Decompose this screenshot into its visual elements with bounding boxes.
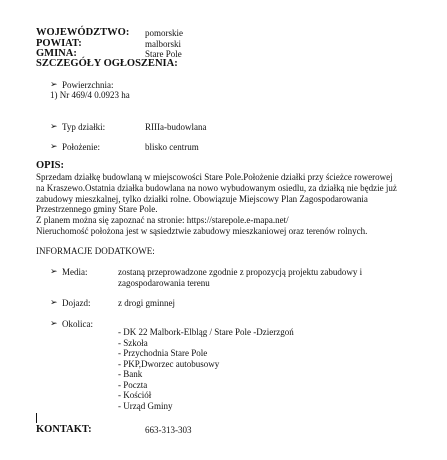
info-heading: INFORMACJE DODATKOWE: — [36, 246, 155, 256]
gmina-label: GMINA: — [36, 48, 77, 59]
typ-value: RIIIa-budowlana — [145, 122, 207, 132]
list-item: - PKP,Dworzec autobusowy — [118, 358, 220, 369]
powierzchnia-label: Powierzchnia: — [62, 80, 114, 90]
bullet-arrow-icon: ➢ — [50, 79, 58, 89]
opis-line: Przestrzennego gminy Stare Pole. — [36, 204, 158, 214]
opis-line: Nieruchomość położona jest w sąsiedztwie zabudowy mieszkaniowej oraz terenów rolnych. — [36, 226, 368, 236]
bullet-arrow-icon: ➢ — [50, 266, 58, 276]
list-item: - Bank — [118, 369, 143, 379]
bullet-arrow-icon: ➢ — [50, 318, 58, 328]
bullet-arrow-icon: ➢ — [50, 121, 58, 131]
text-cursor — [36, 413, 37, 423]
wojewodztwo-value: pomorskie — [145, 28, 183, 38]
opis-line: Sprzedam działkę budowlaną w miejscowości Stare Pole.Położenie działki przy ścieżce rowerowej — [36, 172, 393, 182]
list-item: - Poczta — [118, 379, 148, 390]
list-item: - Szkoła — [118, 337, 148, 348]
list-item: - Urząd Gminy — [118, 400, 173, 411]
okolica-label: Okolica: — [62, 319, 93, 329]
kontakt-label: KONTAKT: — [36, 424, 92, 435]
bullet-arrow-icon: ➢ — [50, 297, 58, 307]
dojazd-value: z drogi gminnej — [118, 298, 175, 308]
list-item: - DK 22 Malbork-Elbląg / Stare Pole -Dzierzgoń — [118, 327, 294, 337]
powiat-value: malborski — [145, 39, 181, 49]
list-item: - Przychodnia Stare Pole — [118, 348, 208, 358]
szczegoly-heading: SZCZEGÓŁY OGŁOSZENIA: — [36, 58, 178, 69]
media-line: zostaną przeprowadzone zgodnie z propozycją projektu zabudowy i — [118, 267, 363, 277]
wojewodztwo-label: WOJEWÓDZTWO: — [36, 27, 130, 38]
powierzchnia-item: 1) Nr 469/4 0.0923 ha — [50, 90, 130, 100]
media-line: zagospodarowania terenu — [118, 278, 210, 288]
kontakt-value: 663-313-303 — [145, 425, 192, 435]
typ-label: Typ działki: — [62, 122, 106, 132]
bullet-arrow-icon: ➢ — [50, 141, 58, 151]
dojazd-label: Dojazd: — [62, 298, 91, 308]
opis-line: na Kraszewo.Ostatnia działka budowlana na nowo wybudowanym osiedlu, za działką nie będzie już — [36, 183, 397, 193]
polozenie-value: blisko centrum — [145, 142, 199, 152]
opis-line: zabudowy mieszkalnej, tylko działki rolne. Obowiązuje Miejscowy Plan Zagospodarowania — [36, 194, 368, 204]
opis-line: Z planem można się zapoznać na stronie: https://starepole.e-mapa.net/ — [36, 215, 289, 225]
powiat-label: POWIAT: — [36, 38, 82, 49]
opis-heading: OPIS: — [36, 160, 65, 171]
gmina-value: Stare Pole — [145, 49, 182, 59]
media-label: Media: — [62, 267, 88, 277]
polozenie-label: Położenie: — [62, 142, 100, 152]
okolica-list — [118, 327, 294, 411]
list-item: - Kościół — [118, 390, 152, 400]
